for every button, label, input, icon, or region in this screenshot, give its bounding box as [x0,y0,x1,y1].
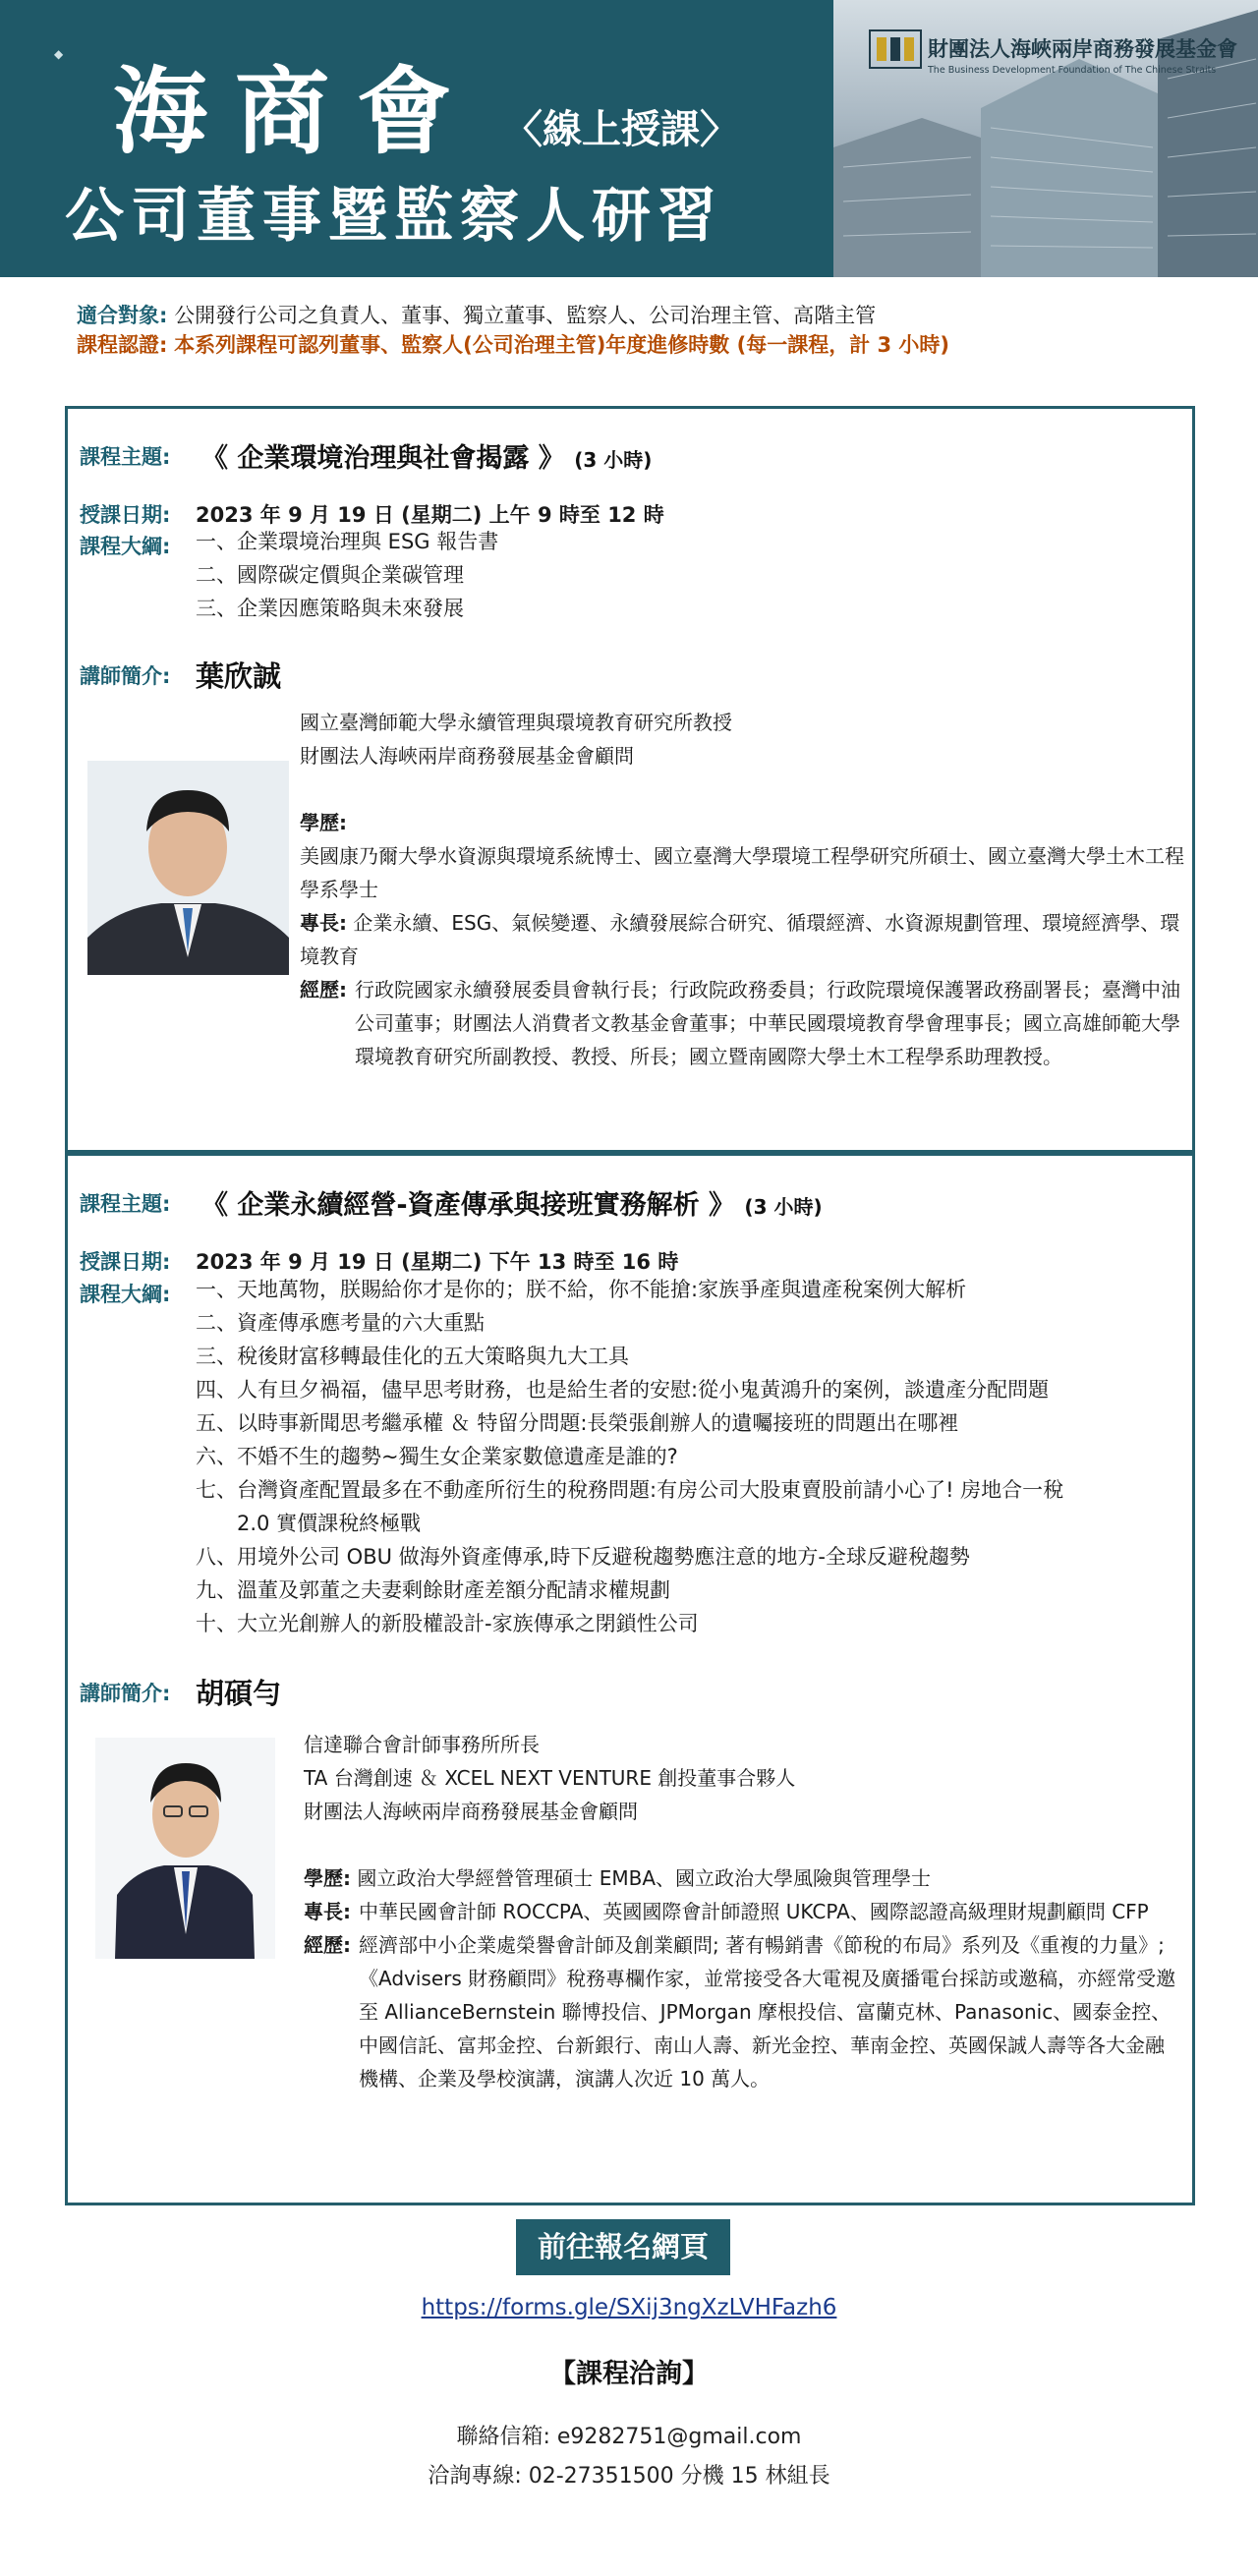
outline-item: 五、以時事新聞思考繼承權 ＆ 特留分問題:長榮張創辦人的遺囑接班的問題出在哪裡 [196,1411,959,1435]
title-sub: 〈線上授課〉 [503,107,739,152]
header-banner [0,0,1258,277]
contact-email: 聯絡信箱: e9282751@gmail.com [456,2425,802,2449]
experience-label: 經歷: [304,1933,351,1957]
specialty-label: 專長: [300,911,347,935]
course-topic-title: 《 企業永續經營-資產傳承與接班實務解析 》 [201,1190,736,1221]
outline-item: 一、企業環境治理與 ESG 報告書 [196,530,499,553]
instructor-photo [87,761,289,975]
header-mark: ◆ [54,47,64,61]
course-topic [201,436,652,475]
course-box-2 [65,1153,1195,2205]
education-label: 學歷: [304,1866,351,1890]
instructor-title: 國立臺灣師範大學永續管理與環境教育研究所教授 [300,711,732,734]
outline-item: 六、不婚不生的趨勢~獨生女企業家數億遺產是誰的? [196,1445,678,1468]
contact-title: 【課程洽詢】 [549,2359,709,2389]
education-text: 國立政治大學經營管理碩士 EMBA、國立政治大學風險與管理學士 [357,1866,932,1890]
outline-item: 八、用境外公司 OBU 做海外資產傳承,時下反避稅趨勢應注意的地方-全球反避稅趨勢 [196,1545,970,1569]
instructor-title: 信達聯合會計師事務所所長 [304,1733,540,1756]
instructor-label: 講師簡介: [80,664,171,688]
instructor-title: 財團法人海峽兩岸商務發展基金會顧問 [300,744,634,768]
experience-text: 行政院國家永續發展委員會執行長；行政院政務委員；行政院環境保護署政務副署長；臺灣中油公司董事；財團法人消費者文教基金會董事；中華民國環境教育學會理事長；國立高雄師範大學環境教育研究所副教授、教授、所長；國立暨南國際大學土木工程學系助理教授。 [355,978,1180,1068]
audience-section [77,301,949,360]
course-hours: (3 小時) [744,1195,823,1219]
experience-text: 經濟部中小企業處榮譽會計師及創業顧問; 著有暢銷書《節稅的布局》系列及《重複的力量》; 《Advisers 財務顧問》稅務專欄作家，並常接受各大電視及廣播電台採訪或邀稿，亦經常受邀至 AllianceBernstein 聯博投信、JPMorgan 摩根投信、富蘭克林、Panasonic、國泰金控、中國信託、富邦金控、台新銀行、南山人壽、新光金控、華南金控、英國保誠人壽等各大金融機構、企業及學校演講，演講人次近 10 萬人。 [359,1933,1176,2090]
instructor-bio [300,706,1184,1073]
contact-phone: 洽詢專線: 02-27351500 分機 15 林組長 [428,2464,830,2489]
outline-item: 十、大立光創辦人的新股權設計-家族傳承之閉鎖性公司 [196,1612,699,1635]
outline-item: 三、企業因應策略與未來發展 [196,597,464,620]
course-box-1 [65,406,1195,1153]
specialty-text: 企業永續、ESG、氣候變遷、永續發展綜合研究、循環經濟、水資源規劃管理、環境經濟學、環境教育 [300,911,1180,968]
audience-row [77,301,949,330]
topic-label: 課程主題: [80,1192,171,1216]
instructor-bio [304,1728,1178,2095]
register-button[interactable]: 前往報名網頁 [516,2219,730,2275]
course-date: 2023 年 9 月 19 日 (星期二) 下午 13 時至 16 時 [196,1250,679,1274]
course-topic-title: 《 企業環境治理與社會揭露 》 [201,443,565,474]
audience-text: 公開發行公司之負責人、董事、獨立董事、監察人、公司治理主管、高階主管 [174,304,877,327]
instructor-photo [95,1738,275,1959]
course-outline [196,1273,1063,1640]
title-subtitle: 公司董事暨監察人研習 [65,182,723,251]
foundation-logo-icon [869,29,922,69]
topic-label: 課程主題: [80,445,171,469]
title-main: 海商會 [113,57,479,167]
outline-item: 四、人有旦夕禍福，儘早思考財務，也是給生者的安慰:從小鬼黃鴻升的案例，談遺產分配問題 [196,1378,1050,1402]
date-label: 授課日期: [80,503,171,527]
course-topic [201,1183,823,1222]
audience-label: 適合對象: [77,304,168,327]
course-hours: (3 小時) [574,448,653,472]
outline-label: 課程大綱: [80,1283,171,1306]
outline-item: 三、稅後財富移轉最佳化的五大策略與九大工具 [196,1345,629,1368]
specialty-text: 中華民國會計師 ROCCPA、英國國際會計師證照 UKCPA、國際認證高級理財規劃顧問 CFP [359,1900,1149,1923]
outline-item: 二、國際碳定價與企業碳管理 [196,563,464,587]
foundation-name-english: The Business Development Foundation of The Chinese Straits [928,65,1217,76]
instructor-title: 財團法人海峽兩岸商務發展基金會顧問 [304,1800,638,1823]
outline-item: 一、天地萬物，朕賜給你才是你的；朕不給，你不能搶:家族爭產與遺產稅案例大解析 [196,1278,967,1301]
outline-item: 七、台灣資產配置最多在不動產所衍生的稅務問題:有房公司大股東賣股前請小心了! 房地合一稅 [196,1478,1064,1502]
education-text: 美國康乃爾大學水資源與環境系統博士、國立臺灣大學環境工程學研究所碩士、國立臺灣大學土木工程學系學士 [300,844,1184,901]
outline-label: 課程大綱: [80,535,171,558]
certification-row [77,330,949,360]
experience-label: 經歷: [300,978,347,1002]
course-date: 2023 年 9 月 19 日 (星期二) 上午 9 時至 12 時 [196,503,664,527]
education-label: 學歷: [300,811,347,834]
instructor-title: TA 台灣創速 ＆ XCEL NEXT VENTURE 創投董事合夥人 [304,1766,796,1790]
outline-item: 二、資產傳承應考量的六大重點 [196,1311,485,1335]
outline-item: 2.0 實價課稅終極戰 [196,1512,422,1535]
instructor-name: 胡碩勻 [196,1677,282,1710]
outline-item: 九、溫董及郭董之夫妻剩餘財產差額分配請求權規劃 [196,1578,670,1602]
instructor-label: 講師簡介: [80,1682,171,1705]
foundation-name: 財團法人海峽兩岸商務發展基金會 [928,37,1237,61]
header-title-area [0,0,865,277]
instructor-name: 葉欣誠 [196,659,282,693]
course-outline [196,525,498,625]
certification-text: 本系列課程可認列董事、監察人(公司治理主管)年度進修時數 (每一課程，計 3 小時) [174,333,950,357]
specialty-label: 專長: [304,1900,351,1923]
certification-label: 課程認證: [77,333,168,357]
date-label: 授課日期: [80,1250,171,1274]
register-link[interactable]: https://forms.gle/SXij3ngXzLVHFazh6 [421,2295,837,2320]
